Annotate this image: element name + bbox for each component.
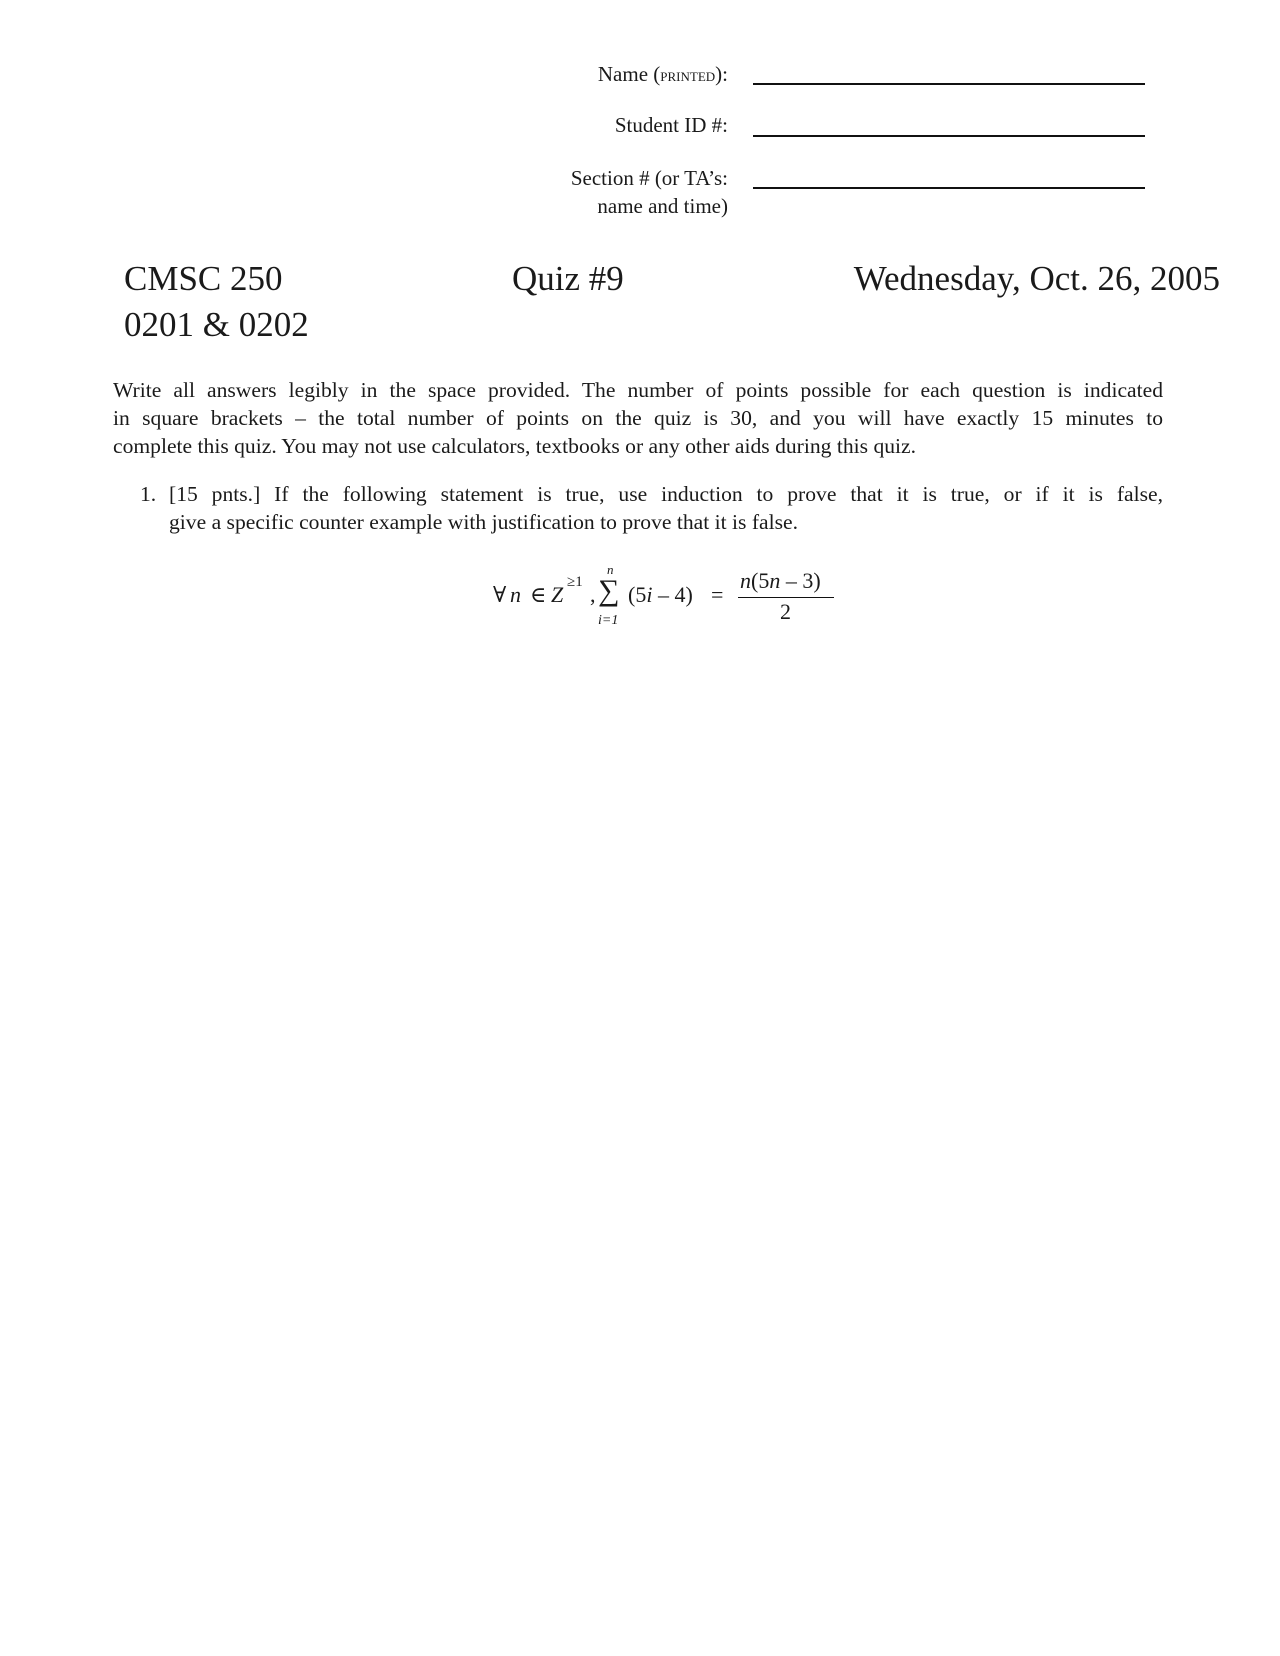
instructions-paragraph	[113, 376, 1163, 460]
numerator-open: (5	[751, 568, 770, 593]
student-id-input-line[interactable]	[753, 135, 1145, 137]
numerator-var: n	[740, 568, 751, 593]
summand-close: – 4)	[652, 582, 693, 607]
fraction-numerator	[740, 568, 821, 594]
formula-comma: ,	[590, 582, 596, 607]
sum-upper-limit: n	[607, 562, 614, 577]
summation-symbol: ∑	[598, 574, 620, 607]
instructions-line: in square brackets – the total number of points on the quiz is 30, and you will have exactly 15 minutes to	[113, 406, 1163, 430]
name-label-text: Name (	[597, 62, 661, 86]
student-id-label: Student ID #:	[614, 113, 728, 137]
section-label-line2: name and time)	[597, 194, 728, 218]
integer-set: Z	[551, 582, 564, 607]
forall-symbol: ∀	[493, 582, 507, 607]
fraction-denominator: 2	[780, 599, 791, 624]
name-label-end: ):	[715, 62, 728, 86]
instructions-line: Write all answers legibly in the space provided. The number of points possible for each question is indicated	[113, 378, 1163, 402]
summand	[628, 582, 693, 608]
section-input-line[interactable]	[753, 187, 1145, 189]
numerator-var2: n	[769, 568, 781, 593]
sum-lower-limit: i=1	[598, 613, 619, 628]
quiz-title: Quiz #9	[512, 259, 624, 298]
question-text	[169, 480, 1163, 536]
course-sections: 0201 & 0202	[124, 305, 309, 344]
numerator-close: – 3)	[780, 568, 821, 593]
name-input-line[interactable]	[753, 83, 1145, 85]
question-line: [15 pnts.] If the following statement is true, use induction to prove that it is true, or if it is false,	[169, 482, 1163, 506]
name-label-printed: printed	[660, 65, 716, 86]
course-code: CMSC 250	[124, 259, 283, 298]
instructions-line: complete this quiz. You may not use calculators, textbooks or any other aids during this quiz.	[113, 434, 917, 458]
question-line: give a specific counter example with justification to prove that it is false.	[169, 510, 799, 534]
quiz-date: Wednesday, Oct. 26, 2005	[853, 259, 1220, 298]
fraction-bar	[738, 597, 834, 598]
equals-sign: =	[711, 582, 724, 607]
formula-var-n: n	[510, 582, 521, 607]
section-label-line1: Section # (or TA’s:	[570, 166, 728, 190]
name-field-label	[598, 60, 728, 90]
question-number: 1.	[140, 482, 157, 506]
summand-open: (5	[628, 582, 647, 607]
element-of-symbol: ∈	[530, 582, 547, 607]
summand-var: i	[646, 582, 653, 607]
set-superscript: ≥1	[567, 574, 583, 590]
